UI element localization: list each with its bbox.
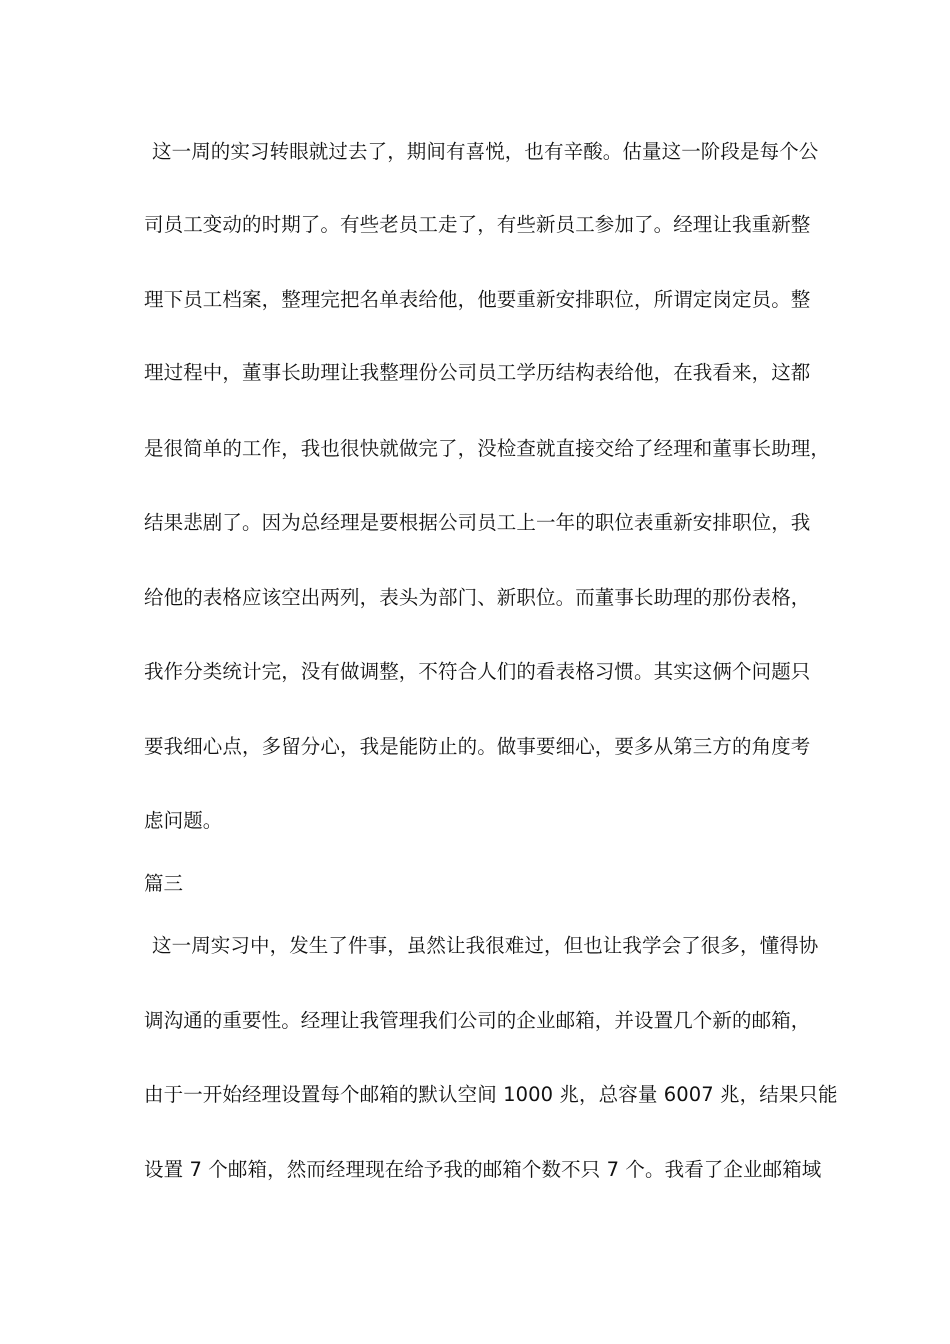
paragraph-line: 调沟通的重要性。经理让我管理我们公司的企业邮箱，并设置几个新的邮箱， [144, 1009, 811, 1032]
paragraph-line: 理下员工档案，整理完把名单表给他，他要重新安排职位，所谓定岗定员。整 [144, 288, 811, 311]
paragraph-line: 要我细心点，多留分心，我是能防止的。做事要细心，要多从第三方的角度考 [144, 735, 811, 758]
paragraph-line: 这一周的实习转眼就过去了，期间有喜悦，也有辛酸。估量这一阶段是每个公 [152, 140, 819, 163]
section-heading: 篇三 [144, 872, 184, 895]
paragraph-line: 我作分类统计完，没有做调整，不符合人们的看表格习惯。其实这俩个问题只 [144, 660, 811, 683]
paragraph-line: 结果悲剧了。因为总经理是要根据公司员工上一年的职位表重新安排职位，我 [144, 511, 811, 534]
paragraph-line: 司员工变动的时期了。有些老员工走了，有些新员工参加了。经理让我重新整 [144, 213, 811, 236]
paragraph-line: 设置 7 个邮箱，然而经理现在给予我的邮箱个数不只 7 个。我看了企业邮箱域 [144, 1158, 822, 1181]
paragraph-line: 这一周实习中，发生了件事，虽然让我很难过，但也让我学会了很多，懂得协 [152, 934, 819, 957]
paragraph-line: 由于一开始经理设置每个邮箱的默认空间 1000 兆，总容量 6007 兆，结果只能 [144, 1083, 838, 1106]
paragraph-line: 给他的表格应该空出两列，表头为部门、新职位。而董事长助理的那份表格， [144, 586, 811, 609]
paragraph-line: 理过程中，董事长助理让我整理份公司员工学历结构表给他，在我看来，这都 [144, 361, 811, 384]
paragraph-line: 是很简单的工作，我也很快就做完了，没检查就直接交给了经理和董事长助理， [144, 437, 831, 460]
paragraph-line: 虑问题。 [144, 809, 223, 832]
